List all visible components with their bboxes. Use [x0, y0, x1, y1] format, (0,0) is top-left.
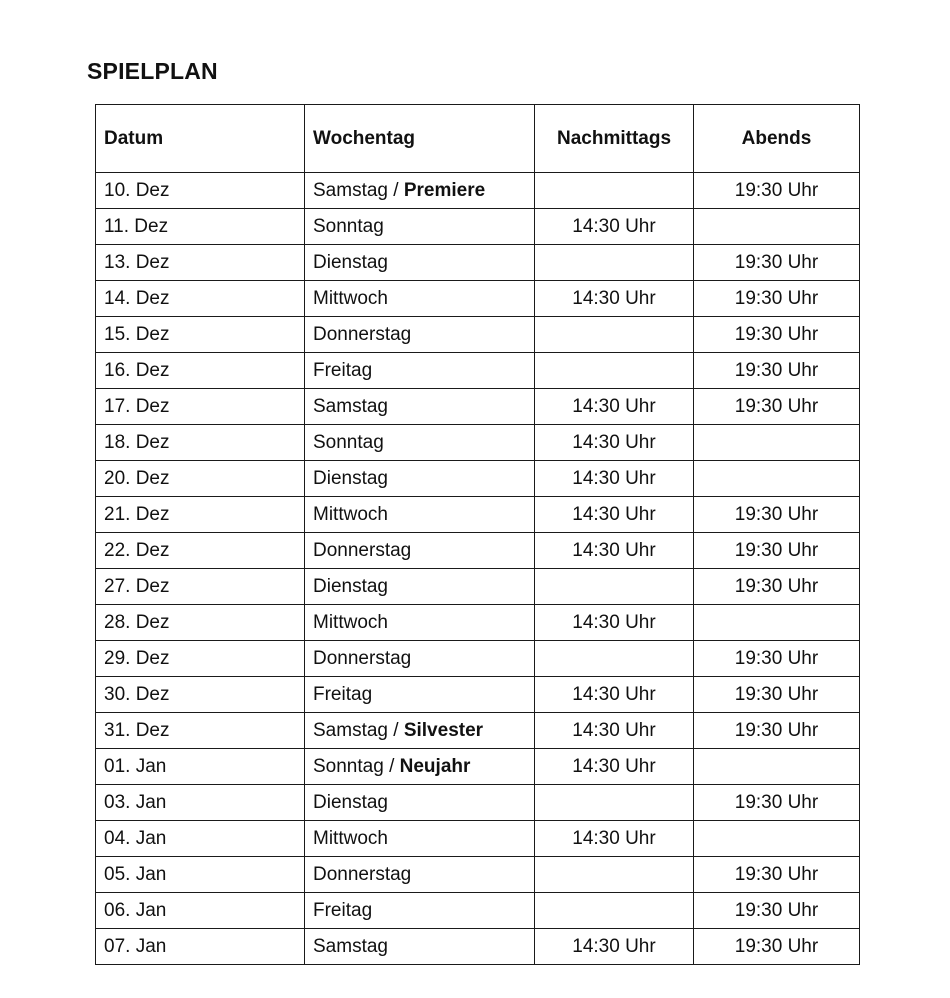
- page-title: SPIELPLAN: [87, 58, 218, 84]
- weekday-label: Freitag: [313, 359, 373, 381]
- date-cell: 04. Jan: [96, 821, 305, 857]
- weekday-label: Sonntag: [313, 215, 384, 237]
- evening-cell: [694, 749, 860, 785]
- evening-cell: 19:30 Uhr: [694, 281, 860, 317]
- evening-cell: 19:30 Uhr: [694, 569, 860, 605]
- table-row: [96, 821, 860, 857]
- weekday-separator: /: [387, 719, 404, 741]
- column-header-abends: Abends: [694, 105, 860, 173]
- table-row: [96, 569, 860, 605]
- weekday-label: Dienstag: [313, 251, 388, 273]
- weekday-cell: [305, 713, 535, 749]
- weekday-cell: [305, 317, 535, 353]
- weekday-cell: [305, 389, 535, 425]
- column-header-wochentag: Wochentag: [305, 105, 535, 173]
- evening-cell: [694, 209, 860, 245]
- weekday-cell: [305, 785, 535, 821]
- table-row: [96, 353, 860, 389]
- weekday-cell: [305, 929, 535, 965]
- afternoon-cell: 14:30 Uhr: [535, 605, 694, 641]
- weekday-label: Samstag: [313, 719, 388, 741]
- afternoon-cell: 14:30 Uhr: [535, 821, 694, 857]
- date-cell: 06. Jan: [96, 893, 305, 929]
- weekday-separator: /: [383, 755, 400, 777]
- weekday-label: Mittwoch: [313, 503, 388, 525]
- evening-cell: 19:30 Uhr: [694, 893, 860, 929]
- weekday-cell: [305, 425, 535, 461]
- weekday-cell: [305, 641, 535, 677]
- table-row: [96, 857, 860, 893]
- evening-cell: [694, 425, 860, 461]
- weekday-label: Samstag: [313, 935, 388, 957]
- table-row: [96, 605, 860, 641]
- date-cell: 01. Jan: [96, 749, 305, 785]
- evening-cell: 19:30 Uhr: [694, 173, 860, 209]
- evening-cell: 19:30 Uhr: [694, 533, 860, 569]
- event-label: Premiere: [403, 179, 486, 201]
- date-cell: 18. Dez: [96, 425, 305, 461]
- weekday-cell: [305, 893, 535, 929]
- table-row: [96, 785, 860, 821]
- date-cell: 03. Jan: [96, 785, 305, 821]
- table-row: [96, 245, 860, 281]
- date-cell: 13. Dez: [96, 245, 305, 281]
- afternoon-cell: 14:30 Uhr: [535, 281, 694, 317]
- table-row: [96, 929, 860, 965]
- weekday-label: Donnerstag: [313, 863, 412, 885]
- table-row: [96, 209, 860, 245]
- weekday-label: Donnerstag: [313, 647, 412, 669]
- date-cell: 31. Dez: [96, 713, 305, 749]
- weekday-label: Samstag: [313, 395, 388, 417]
- afternoon-cell: 14:30 Uhr: [535, 209, 694, 245]
- weekday-cell: [305, 821, 535, 857]
- weekday-cell: [305, 677, 535, 713]
- evening-cell: 19:30 Uhr: [694, 857, 860, 893]
- table-row: [96, 533, 860, 569]
- weekday-cell: [305, 749, 535, 785]
- table-row: [96, 461, 860, 497]
- table-row: [96, 317, 860, 353]
- table-row: [96, 713, 860, 749]
- afternoon-cell: [535, 893, 694, 929]
- date-cell: 16. Dez: [96, 353, 305, 389]
- weekday-cell: [305, 605, 535, 641]
- evening-cell: 19:30 Uhr: [694, 245, 860, 281]
- afternoon-cell: [535, 785, 694, 821]
- weekday-label: Dienstag: [313, 575, 388, 597]
- evening-cell: [694, 821, 860, 857]
- weekday-cell: [305, 461, 535, 497]
- evening-cell: 19:30 Uhr: [694, 929, 860, 965]
- weekday-cell: [305, 569, 535, 605]
- weekday-cell: [305, 173, 535, 209]
- afternoon-cell: [535, 641, 694, 677]
- table-row: [96, 425, 860, 461]
- date-cell: 07. Jan: [96, 929, 305, 965]
- weekday-label: Donnerstag: [313, 323, 412, 345]
- evening-cell: 19:30 Uhr: [694, 641, 860, 677]
- date-cell: 10. Dez: [96, 173, 305, 209]
- afternoon-cell: [535, 245, 694, 281]
- evening-cell: 19:30 Uhr: [694, 713, 860, 749]
- weekday-cell: [305, 857, 535, 893]
- column-header-datum: Datum: [96, 105, 305, 173]
- afternoon-cell: 14:30 Uhr: [535, 425, 694, 461]
- weekday-separator: /: [387, 179, 404, 201]
- afternoon-cell: 14:30 Uhr: [535, 677, 694, 713]
- afternoon-cell: 14:30 Uhr: [535, 929, 694, 965]
- schedule-table: [95, 104, 860, 965]
- event-label: Silvester: [403, 719, 484, 741]
- evening-cell: 19:30 Uhr: [694, 353, 860, 389]
- table-row: [96, 281, 860, 317]
- evening-cell: [694, 461, 860, 497]
- evening-cell: 19:30 Uhr: [694, 785, 860, 821]
- afternoon-cell: [535, 317, 694, 353]
- table-header-row: [96, 105, 860, 173]
- event-label: Neujahr: [399, 755, 471, 777]
- weekday-label: Mittwoch: [313, 287, 388, 309]
- weekday-label: Dienstag: [313, 467, 388, 489]
- afternoon-cell: 14:30 Uhr: [535, 497, 694, 533]
- evening-cell: 19:30 Uhr: [694, 317, 860, 353]
- table-row: [96, 893, 860, 929]
- afternoon-cell: 14:30 Uhr: [535, 461, 694, 497]
- evening-cell: [694, 605, 860, 641]
- date-cell: 21. Dez: [96, 497, 305, 533]
- weekday-cell: [305, 209, 535, 245]
- weekday-label: Sonntag: [313, 755, 384, 777]
- evening-cell: 19:30 Uhr: [694, 677, 860, 713]
- weekday-label: Freitag: [313, 899, 373, 921]
- weekday-label: Mittwoch: [313, 611, 388, 633]
- date-cell: 27. Dez: [96, 569, 305, 605]
- date-cell: 05. Jan: [96, 857, 305, 893]
- date-cell: 29. Dez: [96, 641, 305, 677]
- weekday-label: Donnerstag: [313, 539, 412, 561]
- afternoon-cell: [535, 569, 694, 605]
- date-cell: 15. Dez: [96, 317, 305, 353]
- afternoon-cell: [535, 173, 694, 209]
- table-row: [96, 497, 860, 533]
- afternoon-cell: [535, 857, 694, 893]
- weekday-label: Sonntag: [313, 431, 384, 453]
- table-row: [96, 173, 860, 209]
- weekday-cell: [305, 533, 535, 569]
- table-row: [96, 641, 860, 677]
- table-row: [96, 677, 860, 713]
- weekday-cell: [305, 281, 535, 317]
- weekday-label: Mittwoch: [313, 827, 388, 849]
- date-cell: 20. Dez: [96, 461, 305, 497]
- weekday-cell: [305, 245, 535, 281]
- evening-cell: 19:30 Uhr: [694, 497, 860, 533]
- date-cell: 30. Dez: [96, 677, 305, 713]
- evening-cell: 19:30 Uhr: [694, 389, 860, 425]
- afternoon-cell: 14:30 Uhr: [535, 749, 694, 785]
- date-cell: 11. Dez: [96, 209, 305, 245]
- afternoon-cell: 14:30 Uhr: [535, 713, 694, 749]
- date-cell: 14. Dez: [96, 281, 305, 317]
- table-row: [96, 389, 860, 425]
- date-cell: 28. Dez: [96, 605, 305, 641]
- table-row: [96, 749, 860, 785]
- afternoon-cell: [535, 353, 694, 389]
- column-header-nachmittags: Nachmittags: [535, 105, 694, 173]
- weekday-label: Freitag: [313, 683, 373, 705]
- schedule-body: [96, 173, 860, 965]
- weekday-label: Dienstag: [313, 791, 388, 813]
- date-cell: 17. Dez: [96, 389, 305, 425]
- weekday-label: Samstag: [313, 179, 388, 201]
- afternoon-cell: 14:30 Uhr: [535, 533, 694, 569]
- weekday-cell: [305, 497, 535, 533]
- afternoon-cell: 14:30 Uhr: [535, 389, 694, 425]
- date-cell: 22. Dez: [96, 533, 305, 569]
- weekday-cell: [305, 353, 535, 389]
